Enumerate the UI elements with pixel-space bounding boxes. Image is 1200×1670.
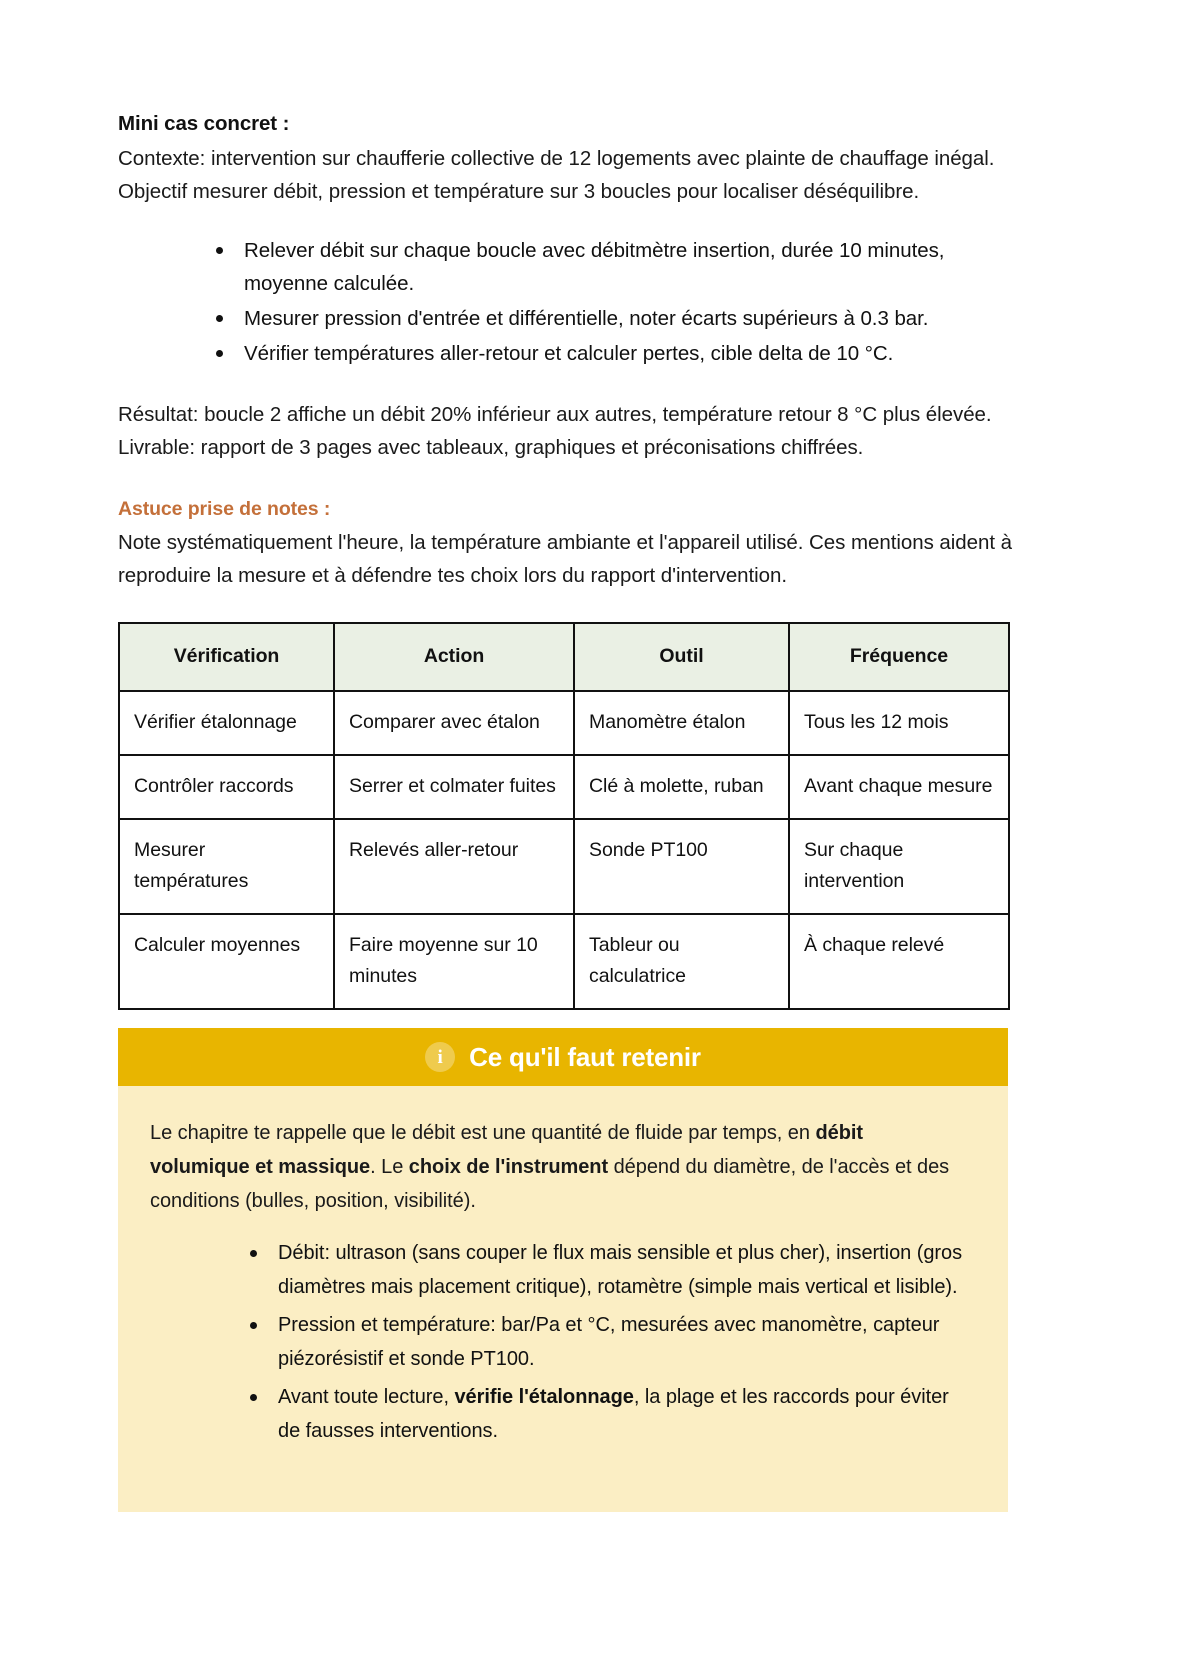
- table-header: [119, 623, 1009, 691]
- table-cell: Vérifier étalonnage: [119, 691, 334, 755]
- spacer: [118, 464, 1030, 498]
- table-cell: Sonde PT100: [574, 819, 789, 914]
- table-cell: Faire moyenne sur 10 minutes: [334, 914, 574, 1009]
- case-study-steps-list: [118, 234, 1030, 370]
- callout-header: [118, 1028, 1008, 1086]
- table-cell: Tous les 12 mois: [789, 691, 1009, 755]
- column-header-action: Action: [334, 623, 574, 691]
- callout-bullets-list: [150, 1236, 968, 1448]
- table-cell: À chaque relevé: [789, 914, 1009, 1009]
- callout-title: Ce qu'il faut retenir: [469, 1041, 701, 1072]
- callout-body: [118, 1086, 1008, 1512]
- table-cell: Relevés aller-retour: [334, 819, 574, 914]
- list-item: Débit: ultrason (sans couper le flux mais sensible et plus cher), insertion (gros diamètres mais placement critique), rotamètre (simple mais vertical et lisible).: [240, 1236, 968, 1304]
- case-study-section: [118, 112, 1030, 464]
- spacer: [118, 592, 1030, 622]
- table-cell: Contrôler raccords: [119, 755, 334, 819]
- table-body: [119, 691, 1009, 1009]
- spacer: [150, 1218, 968, 1236]
- table-cell: Calculer moyennes: [119, 914, 334, 1009]
- tip-text: Note systématiquement l'heure, la température ambiante et l'appareil utilisé. Ces mentions aident à reproduire la mesure et à défendre tes choix lors du rapport d'intervention.: [118, 531, 1012, 587]
- table-cell: Mesurer températures: [119, 819, 334, 914]
- case-study-result: Résultat: boucle 2 affiche un débit 20% inférieur aux autres, température retour 8 °C plus élevée. Livrable: rapport de 3 pages avec tableaux, graphiques et préconisations chiffrées.: [118, 403, 992, 459]
- spacer: [118, 208, 1030, 234]
- list-item: Vérifier températures aller-retour et calculer pertes, cible delta de 10 °C.: [206, 337, 1030, 370]
- column-header-outil: Outil: [574, 623, 789, 691]
- table-cell: Tableur ou calculatrice: [574, 914, 789, 1009]
- info-icon: i: [425, 1042, 455, 1072]
- spacer: [118, 1010, 1030, 1028]
- table-row: [119, 819, 1009, 914]
- spacer: [118, 372, 1030, 398]
- list-item: Pression et température: bar/Pa et °C, mesurées avec manomètre, capteur piézorésistif et sonde PT100.: [240, 1308, 968, 1376]
- case-study-heading: Mini cas concret :: [118, 112, 290, 135]
- key-takeaways-callout: [118, 1028, 1008, 1512]
- list-item: Relever débit sur chaque boucle avec débitmètre insertion, durée 10 minutes, moyenne calculée.: [206, 234, 1030, 300]
- tip-section: [118, 498, 1030, 592]
- column-header-frequence: Fréquence: [789, 623, 1009, 691]
- table-row: [119, 691, 1009, 755]
- table-cell: Serrer et colmater fuites: [334, 755, 574, 819]
- table-cell: Avant chaque mesure: [789, 755, 1009, 819]
- case-study-context: Contexte: intervention sur chaufferie collective de 12 logements avec plainte de chauffage inégal. Objectif mesurer débit, pression et température sur 3 boucles pour localiser déséquilibre.: [118, 147, 995, 203]
- list-item: Mesurer pression d'entrée et différentielle, noter écarts supérieurs à 0.3 bar.: [206, 302, 1030, 335]
- table-cell: Clé à molette, ruban: [574, 755, 789, 819]
- table-cell: Comparer avec étalon: [334, 691, 574, 755]
- callout-paragraph: Le chapitre te rappelle que le débit est une quantité de fluide par temps, en débit volumique et massique. Le choix de l'instrument dépend du diamètre, de l'accès et des conditions (bulles, position, visibilité).: [150, 1122, 950, 1212]
- table-cell: Manomètre étalon: [574, 691, 789, 755]
- column-header-verification: Vérification: [119, 623, 334, 691]
- tip-heading: Astuce prise de notes :: [118, 498, 331, 520]
- list-item: Avant toute lecture, vérifie l'étalonnage, la plage et les raccords pour éviter de fausses interventions.: [240, 1380, 968, 1448]
- table-row: [119, 914, 1009, 1009]
- table-row: [119, 755, 1009, 819]
- verification-table: [118, 622, 1010, 1010]
- table-cell: Sur chaque intervention: [789, 819, 1009, 914]
- table-header-row: [119, 623, 1009, 691]
